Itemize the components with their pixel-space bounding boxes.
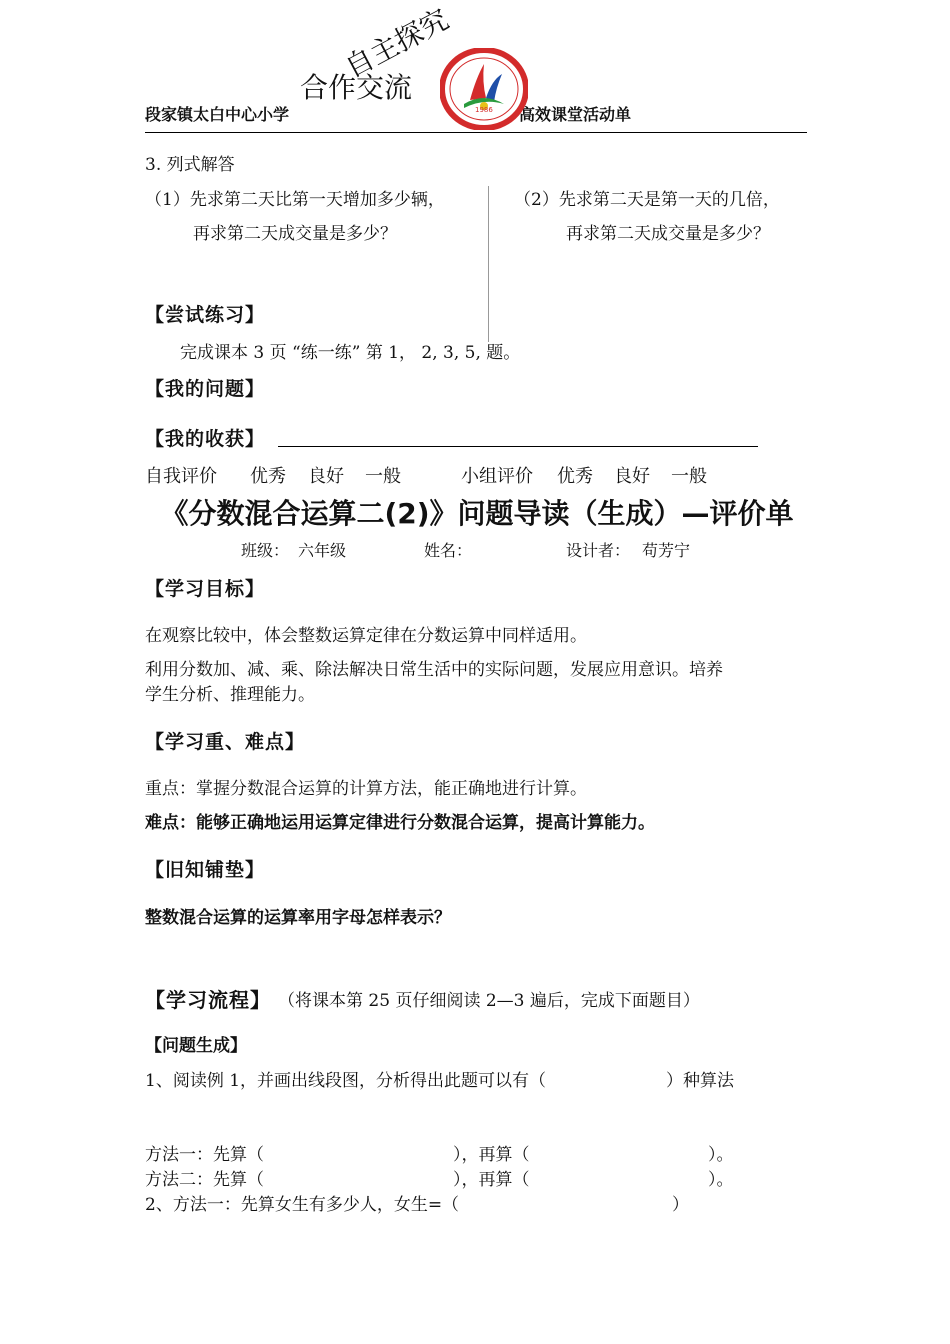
item2-prefix: 2、方法一：先算女生有多少人，女生=（	[145, 1195, 460, 1215]
method1-end: ）。	[708, 1145, 734, 1165]
item1-prefix: 1、阅读例 1，并画出线段图，分析得出此题可以有（	[145, 1071, 547, 1091]
logo-year: 1986	[475, 106, 493, 114]
doc-type: 高效课堂活动单	[519, 105, 632, 124]
q3-left-line1: （1）先求第二天比第一天增加多少辆，	[145, 190, 445, 210]
goal-line3: 学生分析、推理能力。	[145, 685, 315, 705]
q3-right-line1: （2）先求第二天是第一天的几倍，	[514, 190, 780, 210]
q3-title: 3. 列式解答	[145, 155, 235, 175]
self-eval-label: 自我评价	[145, 466, 217, 487]
group-eval-label: 小组评价	[461, 466, 533, 487]
process-note: （将课本第 25 页仔细阅读 2—3 遍后，完成下面题目）	[278, 991, 700, 1011]
class-value: 六年级	[298, 541, 347, 560]
page-title: 《分数混合运算二(2)》问题导读（生成）—评价单	[160, 497, 794, 530]
key-heading: 【学习重、难点】	[145, 731, 306, 753]
self-eval-excellent[interactable]: 优秀	[250, 466, 286, 487]
q3-left-line2: 再求第二天成交量是多少？	[193, 224, 397, 244]
process-heading: 【学习流程】	[145, 988, 271, 1012]
self-eval-fair[interactable]: 一般	[365, 466, 401, 487]
goal-line1: 在观察比较中，体会整数运算定律在分数运算中同样适用。	[145, 626, 587, 646]
review-heading: 【旧知铺垫】	[145, 859, 266, 881]
gain-answer-line[interactable]	[278, 446, 758, 447]
slogan-cooperation: 合作交流	[300, 71, 413, 104]
method1-label: 方法一：先算（	[145, 1145, 264, 1165]
my-gain-heading: 【我的收获】	[145, 428, 266, 450]
self-eval-good[interactable]: 良好	[308, 466, 344, 487]
item2-suffix: ）	[672, 1195, 689, 1215]
goal-line2: 利用分数加、减、乘、除法解决日常生活中的实际问题，发展应用意识。培养	[145, 660, 723, 680]
header-rule	[145, 132, 807, 133]
designer-label: 设计者：	[566, 541, 631, 560]
difficult-point: 难点：能够正确地运用运算定律进行分数混合运算，提高计算能力。	[145, 813, 655, 833]
practice-heading: 【尝试练习】	[145, 304, 266, 326]
problem-heading: 【问题生成】	[145, 1036, 247, 1056]
goal-heading: 【学习目标】	[145, 578, 266, 600]
designer-value: 苟芳宁	[642, 541, 691, 560]
q3-divider	[488, 186, 489, 342]
slogan-explore: 自主探究	[339, 2, 454, 85]
school-logo	[440, 48, 528, 130]
school-name: 段家镇太白中心小学	[145, 105, 290, 124]
group-eval-fair[interactable]: 一般	[671, 466, 707, 487]
method1-mid: ），再算（	[453, 1145, 530, 1165]
group-eval-good[interactable]: 良好	[614, 466, 650, 487]
method2-label: 方法二：先算（	[145, 1170, 264, 1190]
item1-suffix: ）种算法	[666, 1071, 734, 1091]
key-point: 重点：掌握分数混合运算的计算方法，能正确地进行计算。	[145, 779, 587, 799]
review-question: 整数混合运算的运算率用字母怎样表示？	[145, 908, 451, 928]
my-question-heading: 【我的问题】	[145, 378, 266, 400]
method2-end: ）。	[708, 1170, 734, 1190]
practice-text: 完成课本 3 页 “练一练” 第 1， 2, 3, 5, 题。	[180, 343, 521, 363]
name-label: 姓名：	[424, 541, 473, 560]
method2-mid: ），再算（	[453, 1170, 530, 1190]
q3-right-line2: 再求第二天成交量是多少？	[566, 224, 770, 244]
group-eval-excellent[interactable]: 优秀	[557, 466, 593, 487]
class-label: 班级：	[241, 541, 290, 560]
